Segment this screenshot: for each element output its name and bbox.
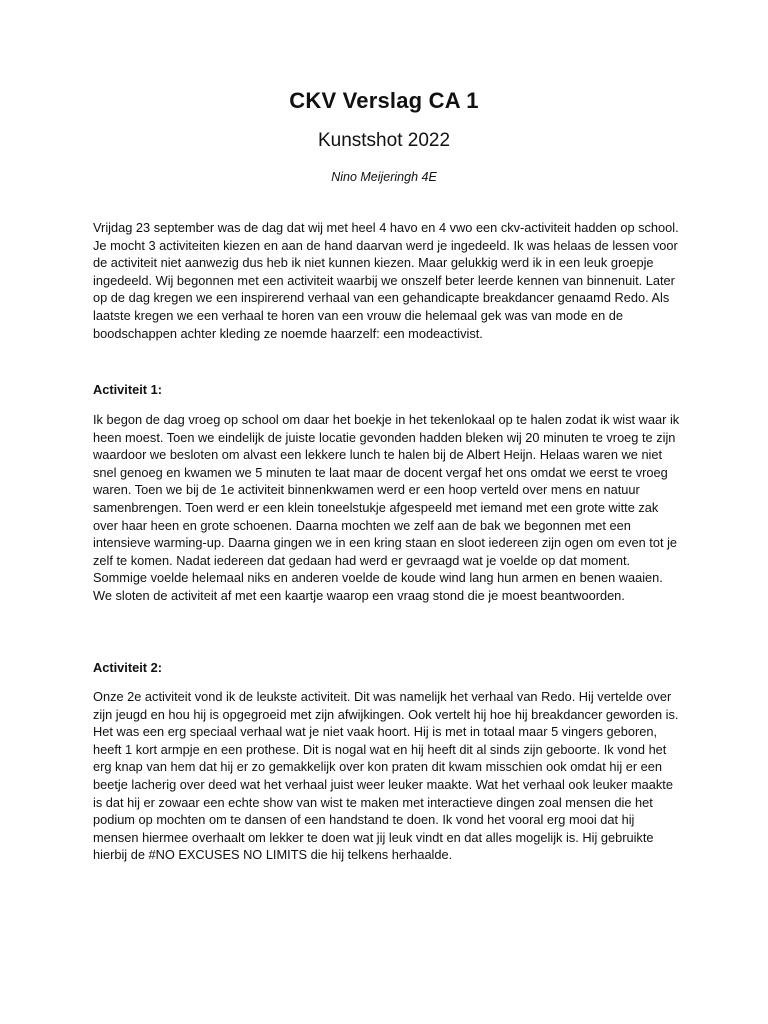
section-text: Ik begon de dag vroeg op school om daar het boekje in het tekenlokaal op te halen zodat ik wist waar ik heen moest. Toen we eindelijk de juiste locatie gevonden hadden bleken wij 20 minuten te vroeg te zijn waardoor we besloten om alvast een lekkere lunch te halen bij de Albert Heijn. Helaas waren we niet snel genoeg en kwamen we 5 minuten te laat maar de docent vergaf het ons omdat we eerst te vroeg waren. Toen we bij de 1e activiteit binnenkwamen werd er een hoop verteld over mens en natuur samenbrengen. Toen werd er een klein toneelstukje afgespeeld met iemand met een grote witte zak over haar heen en grote schoenen. Daarna mochten we zelf aan de bak we begonnen met een intensieve warming-up. Daarna gingen we in een kring staan en sloot iedereen zijn ogen om even tot je zelf te komen. Nadat iedereen dat gedaan had werd er gevraagd wat je voelde op dat moment. Sommige voelde helemaal niks en anderen voelde de koude wind lang hun armen en benen waaien. We sloten de activiteit af met een kaartje waarop een vraag stond die je moest beantwoorden. [93, 412, 680, 603]
author-line: Nino Meijeringh 4E [331, 170, 437, 184]
section-heading-activiteit-1: Activiteit 1: [93, 382, 162, 397]
page-title: CKV Verslag CA 1 [289, 88, 479, 113]
section-paragraph-activiteit-1 [93, 411, 683, 605]
section-text: Onze 2e activiteit vond ik de leukste activiteit. Dit was namelijk het verhaal van Redo. Hij vertelde over zijn jeugd en hou hij is opgegroeid met zijn afwijkingen. Ook vertelt hij hoe hij breakdancer geworden is. Het was een erg speciaal verhaal wat je niet vaak hoort. Hij is met in totaal maar 5 vingers geboren, heeft 1 kort armpje en een prothese. Dit is nogal wat en hij heeft dit al sinds zijn geboorte. Ik vond het erg knap van hem dat hij er zo gemakkelijk over kon praten dit kwam misschien ook omdat hij er een beetje lacherig over deed wat het verhaal juist weer leuker maakte. Wat het verhaal ook leuker maakte is dat hij er zowaar een echte show van wist te maken met interactieve dingen zoal mensen die het podium op mochten om te dansen of een handstand te doen. Ik vond het vooral erg mooi dat hij mensen hiermee overhaalt om lekker te doen wat jij leuk vindt en dat alles mogelijk is. Hij gebruikte hierbij de #NO EXCUSES NO LIMITS die hij telkens herhaalde. [93, 689, 679, 863]
section-heading-activiteit-2: Activiteit 2: [93, 660, 162, 675]
intro-text: Vrijdag 23 september was de dag dat wij met heel 4 havo en 4 vwo een ckv-activiteit hadden op school. Je mocht 3 activiteiten kiezen en aan de hand daarvan werd je ingedeeld. Ik was helaas de lessen voor de activiteit niet aanwezig dus heb ik niet kunnen kiezen. Maar gelukkig werd ik in een leuk groepje ingedeeld. Wij begonnen met een activiteit waarbij we onszelf beter leerde kennen van binnenuit. Later op de dag kregen we een inspirerend verhaal van een gehandicapte breakdancer genaamd Redo. Als laatste kregen we een verhaal te horen van een vrouw die helemaal gek was van mode en de boodschappen achter kleding ze noemde haarzelf: een modeactivist. [93, 220, 679, 341]
intro-paragraph [93, 219, 683, 342]
page-subtitle: Kunstshot 2022 [317, 130, 451, 151]
section-paragraph-activiteit-2 [93, 688, 683, 864]
